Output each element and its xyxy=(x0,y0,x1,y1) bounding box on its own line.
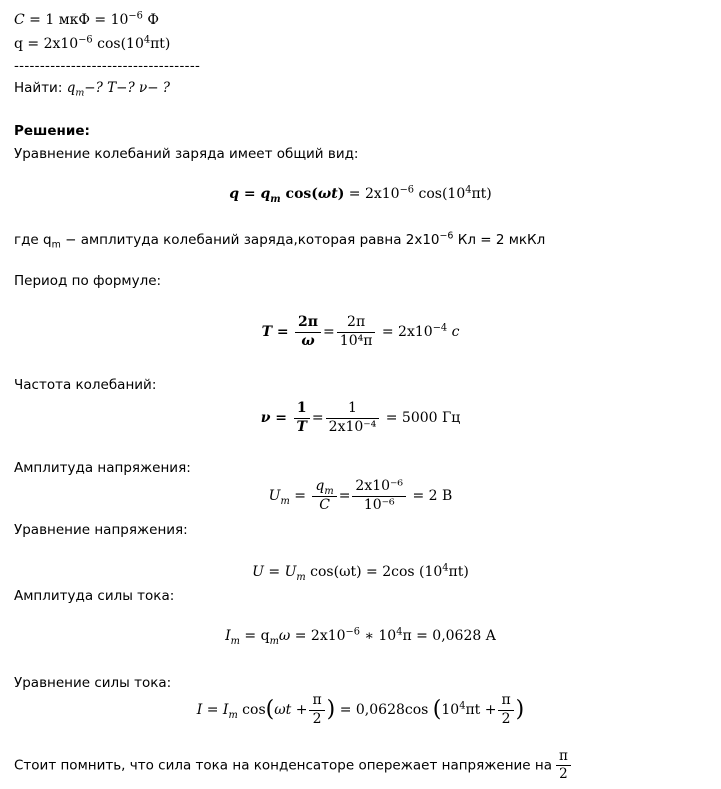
frequency-label: Частота колебаний: xyxy=(14,377,157,393)
current-amplitude-formula: $I_m = q_m\omega = 2x10^{-6}$ ∗ $10^4\pi = 0,0628$ A xyxy=(225,626,496,647)
solution-heading: Решение: xyxy=(14,123,90,139)
voltage-equation-label: Уравнение напряжения: xyxy=(14,522,188,538)
find-line: Найти: $q_m-$? T−? ν− ? xyxy=(14,80,171,99)
given-capacitance: C = 1 мкФ = $10^{-6}$ Ф xyxy=(14,10,159,28)
general-form-text: Уравнение колебаний заряда имеет общий вид: xyxy=(14,146,359,162)
current-amplitude-label: Амплитуда силы тока: xyxy=(14,588,175,604)
voltage-equation: $U = U_m$ cos(ωt) = 2cos $(10^4\pi t)$ xyxy=(252,562,469,583)
period-formula: T = $\frac{2\pi}{\omega}$ = $\frac{2\pi}{\text{10⁴π}}$ = $2x10^{-4}$ с xyxy=(261,314,460,349)
given-charge-equation: $q = 2x10^{-6}$ $\cos(10^4\pi t)$ xyxy=(14,34,171,52)
divider: ------------------------------------ xyxy=(14,58,201,74)
period-label: Период по формуле: xyxy=(14,273,162,289)
current-equation: $I = I_m$ cos(ωt + $\frac{\pi}{2}$ ) = 0,0628cos ($10^4\pi t$ + $\frac{\pi}{2}$ ) xyxy=(196,692,525,727)
voltage-amplitude-label: Амплитуда напряжения: xyxy=(14,460,191,476)
frequency-formula: ν = $\frac{1}{T}$ = $\frac{1}{\text{2x10⁻⁴}}$ = 5000 Гц xyxy=(260,400,461,435)
amplitude-description: где $q_m$ − амплитуда колебаний заряда,которая равна $2x10^{-6}$ Кл = 2 мкКл xyxy=(14,230,546,251)
charge-equation: $q = q_m$ $\cos(\omega t) = 2x10^{-6}$ $\cos(10^4\pi t)$ xyxy=(229,184,492,205)
voltage-amplitude-formula: $U_m$ = $\frac{q_m}{C}$ = $\frac{\text{2x10⁻⁶}}{\text{10⁻⁶}}$ = 2 В xyxy=(268,478,453,513)
closing-note: Стоит помнить, что сила тока на конденсаторе опережает напряжение на $\frac{\pi}{2}$ xyxy=(14,748,573,783)
current-equation-label: Уравнение силы тока: xyxy=(14,675,172,691)
